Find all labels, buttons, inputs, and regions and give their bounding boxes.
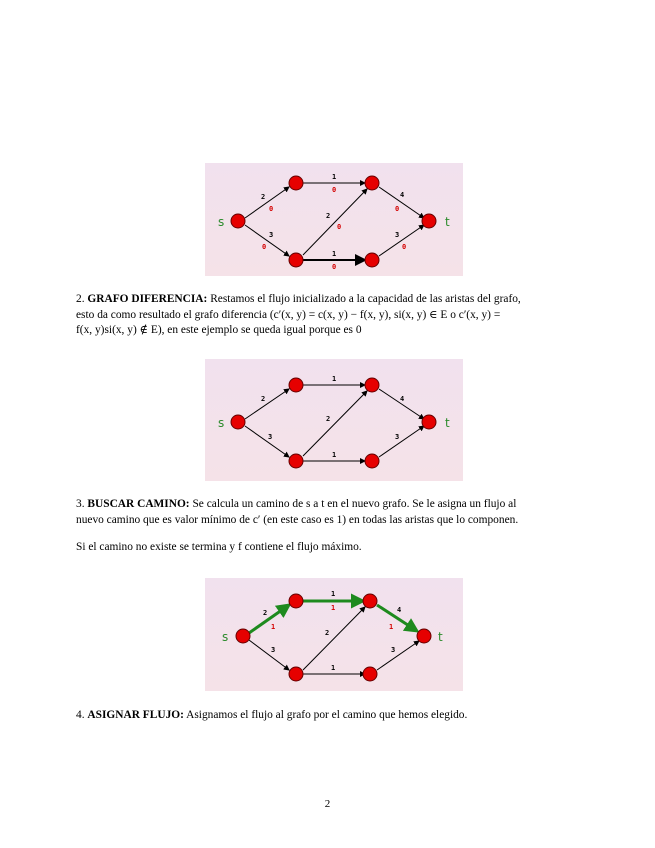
cap-d-t: 3 [391,646,396,654]
cap-a-c: 1 [332,375,337,383]
path-edge-s-a [249,605,289,633]
cap-c-t: 4 [400,395,405,403]
cap-a-c: 1 [331,590,336,598]
flow-s-a: 0 [269,205,274,213]
node-d [365,454,379,468]
node-b [289,253,303,267]
graph-svg-3 [205,578,463,691]
node-a [289,176,303,190]
flow-graph-path [205,578,463,691]
flow-a-c: 1 [331,604,336,612]
step-2-paragraph [76,292,592,339]
source-label: s [222,630,229,644]
step-2-line1: Restamos el flujo inicializado a la capacidad de las aristas del grafo, [210,293,521,305]
node-s [231,214,245,228]
step-4-text: Asignamos el flujo al grafo por el camino que hemos elegido. [186,709,468,721]
edge-b-c [303,189,367,255]
cap-s-b: 3 [271,646,276,654]
step-2-number: 2. [76,293,85,305]
flow-c-t: 1 [389,623,394,631]
flow-graph-initial [205,163,463,276]
node-t [417,629,431,643]
cap-b-d: 1 [332,250,337,258]
source-label: s [218,416,225,430]
graph-svg-1 [205,163,463,276]
edge-d-t [379,426,424,457]
cap-a-c: 1 [332,173,337,181]
flow-a-c: 0 [332,186,337,194]
node-s [236,629,250,643]
cap-c-t: 4 [400,191,405,199]
edge-s-b [245,225,289,256]
flow-s-a: 1 [271,623,276,631]
node-a [289,378,303,392]
node-c [365,176,379,190]
cap-c-t: 4 [397,606,402,614]
step-3-line1: Se calcula un camino de s a t en el nuevo grafo. Se le asigna un flujo al [192,498,517,510]
step-3-heading: BUSCAR CAMINO: [87,498,190,510]
edge-d-t [377,641,419,670]
node-d [363,667,377,681]
flow-b-d: 0 [332,263,337,271]
page-number: 2 [324,798,331,810]
step-2-heading: GRAFO DIFERENCIA: [87,293,208,305]
flow-graph-residual [205,359,463,481]
edge-s-a [245,389,289,419]
cap-d-t: 3 [395,231,400,239]
edge-s-a [245,187,289,218]
cap-s-b: 3 [269,231,274,239]
node-c [365,378,379,392]
edge-s-b [245,426,289,457]
cap-b-c: 2 [326,212,331,220]
edge-s-b [249,640,289,670]
node-d [365,253,379,267]
cap-b-d: 1 [331,664,336,672]
step-2-line3: f(x, y)si(x, y) ∉ E), en este ejemplo se queda igual porque es 0 [76,324,362,336]
node-s [231,415,245,429]
edge-b-c [303,607,365,670]
step-4-number: 4. [76,709,85,721]
step-3-note: Si el camino no existe se termina y f contiene el flujo máximo. [76,541,362,553]
cap-b-d: 1 [332,451,337,459]
node-b [289,667,303,681]
sink-label: t [438,630,443,644]
node-b [289,454,303,468]
flow-b-c: 0 [337,223,342,231]
cap-b-c: 2 [326,415,331,423]
flow-d-t: 0 [402,243,407,251]
step-4-paragraph [76,708,592,724]
edge-d-t [379,225,424,256]
step-4-heading: ASIGNAR FLUJO: [87,709,184,721]
node-t [422,214,436,228]
sink-label: t [445,215,450,229]
node-t [422,415,436,429]
cap-s-a: 2 [263,609,268,617]
sink-label: t [445,416,450,430]
step-3-paragraph [76,497,592,528]
cap-b-c: 2 [325,629,330,637]
node-a [289,594,303,608]
edge-b-c [303,391,367,456]
flow-c-t: 0 [395,205,400,213]
node-c [363,594,377,608]
cap-s-a: 2 [261,395,266,403]
step-3-number: 3. [76,498,85,510]
flow-s-b: 0 [262,243,267,251]
cap-d-t: 3 [395,433,400,441]
cap-s-b: 3 [268,433,273,441]
cap-s-a: 2 [261,193,266,201]
step-3-line2: nuevo camino que es valor mínimo de c′ (en este caso es 1) en todas las aristas que lo componen. [76,513,519,526]
graph-svg-2 [205,359,463,481]
step-2-line2: esto da como resultado el grafo diferencia (c′(x, y) = c(x, y) − f(x, y), si(x, y) ∈ E o c′(x, y) = [76,308,501,321]
edge-c-t [379,389,424,419]
source-label: s [218,215,225,229]
